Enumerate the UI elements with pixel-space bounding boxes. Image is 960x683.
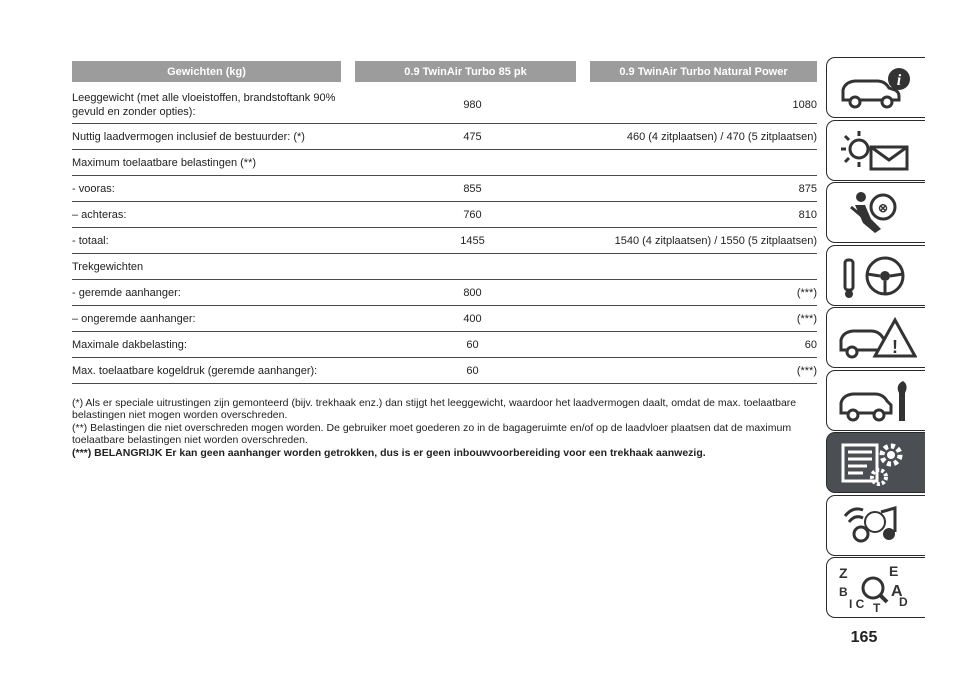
svg-text:A: A xyxy=(891,583,903,600)
row-label: – achteras: xyxy=(72,208,127,221)
emergency-icon xyxy=(837,314,917,362)
warning-lights-messages-icon xyxy=(837,127,917,175)
value-natural-power: 1080 xyxy=(792,98,817,111)
table-row xyxy=(72,202,817,228)
chapter-sidebar xyxy=(826,57,927,620)
svg-text:i: i xyxy=(896,72,902,89)
tab-maintenance[interactable] xyxy=(826,370,925,431)
value-natural-power: 1540 (4 zitplaatsen) / 1550 (5 zitplaatsen) xyxy=(614,234,817,247)
multimedia-icon xyxy=(837,502,917,550)
value-natural-power: (***) xyxy=(796,286,817,299)
row-label: Nuttig laadvermogen inclusief de bestuurder: (*) xyxy=(72,130,305,143)
value-85pk: 855 xyxy=(463,182,482,195)
footnotes xyxy=(72,397,817,459)
car-info-icon xyxy=(837,64,917,112)
svg-text:!: ! xyxy=(892,337,898,357)
value-85pk: 800 xyxy=(463,286,482,299)
row-label: Maximale dakbelasting: xyxy=(72,338,187,351)
value-natural-power: 460 (4 zitplaatsen) / 470 (5 zitplaatsen) xyxy=(626,130,817,143)
svg-text:⊗: ⊗ xyxy=(877,201,889,215)
value-85pk: 980 xyxy=(463,98,482,111)
svg-text:Z: Z xyxy=(839,565,848,581)
row-label: Trekgewichten xyxy=(72,260,144,273)
table-header xyxy=(72,61,817,82)
svg-text:T: T xyxy=(873,601,881,612)
row-label: – ongeremde aanhanger: xyxy=(72,312,196,325)
row-label: Maximum toelaatbare belastingen (**) xyxy=(72,156,257,169)
value-85pk: 475 xyxy=(463,130,482,143)
weights-table xyxy=(72,61,817,384)
table-row xyxy=(72,358,817,384)
table-row xyxy=(72,228,817,254)
table-row xyxy=(72,176,817,202)
header-weights: Gewichten (kg) xyxy=(72,61,341,82)
svg-text:B: B xyxy=(839,585,848,599)
safety-airbag-icon xyxy=(837,189,917,237)
page-number: 165 xyxy=(850,629,878,646)
footnote-3: (***) BELANGRIJK Er kan geen aanhanger worden getrokken, dus is er geen inbouwvoorbereiding voor een trekhaak aanwezig. xyxy=(72,446,706,459)
starting-driving-icon xyxy=(837,252,917,300)
table-row xyxy=(72,124,817,150)
tab-car-info[interactable] xyxy=(826,57,925,118)
header-85pk: 0.9 TwinAir Turbo 85 pk xyxy=(355,61,576,82)
table-row xyxy=(72,82,817,124)
row-label: Leeggewicht (met alle vloeistoffen, brandstoftank 90% gevuld en zonder opties): xyxy=(72,91,336,118)
index-icon xyxy=(837,564,917,612)
tab-index[interactable] xyxy=(826,557,925,618)
tab-emergency[interactable] xyxy=(826,307,925,368)
value-natural-power: (***) xyxy=(796,364,817,377)
value-natural-power: (***) xyxy=(796,312,817,325)
tab-warning-lights[interactable] xyxy=(826,120,925,181)
tab-multimedia[interactable] xyxy=(826,495,925,556)
table-body xyxy=(72,82,817,384)
table-row xyxy=(72,280,817,306)
table-row xyxy=(72,150,817,176)
table-row xyxy=(72,254,817,280)
footnote-2: (**) Belastingen die niet overschreden mogen worden. De gebruiker moet goederen zo in de bagageruimte en/of op de laadvloer plaatsen dat de maximum toelaatbare belastingen niet worden overschreden. xyxy=(72,421,792,447)
svg-text:E: E xyxy=(889,564,899,579)
table-row xyxy=(72,332,817,358)
svg-text:D: D xyxy=(899,595,908,609)
value-natural-power: 875 xyxy=(798,182,817,195)
value-85pk: 760 xyxy=(463,208,482,221)
header-natural-power: 0.9 TwinAir Turbo Natural Power xyxy=(590,61,817,82)
row-label: Max. toelaatbare kogeldruk (geremde aanhanger): xyxy=(72,364,318,377)
table-row xyxy=(72,306,817,332)
row-label: - geremde aanhanger: xyxy=(72,286,181,299)
row-label: - totaal: xyxy=(72,234,109,247)
value-natural-power: 60 xyxy=(804,338,817,351)
value-85pk: 60 xyxy=(466,364,479,377)
tab-starting-driving[interactable] xyxy=(826,245,925,306)
tab-safety[interactable] xyxy=(826,182,925,243)
svg-text:I C: I C xyxy=(849,597,865,611)
value-natural-power: 810 xyxy=(798,208,817,221)
tab-technical-data[interactable] xyxy=(826,432,925,493)
footnote-1: (*) Als er speciale uitrustingen zijn gemonteerd (bijv. trekhaak enz.) dan stijgt het leeggewicht, waardoor het laadvermogen daalt, omdat de max. toelaatbare belastingen niet mogen worden overschreden. xyxy=(72,397,797,422)
value-85pk: 60 xyxy=(466,338,479,351)
maintenance-icon xyxy=(837,377,917,425)
technical-data-icon xyxy=(837,439,917,487)
value-85pk: 400 xyxy=(463,312,482,325)
row-label: - vooras: xyxy=(72,182,115,195)
value-85pk: 1455 xyxy=(460,234,485,247)
